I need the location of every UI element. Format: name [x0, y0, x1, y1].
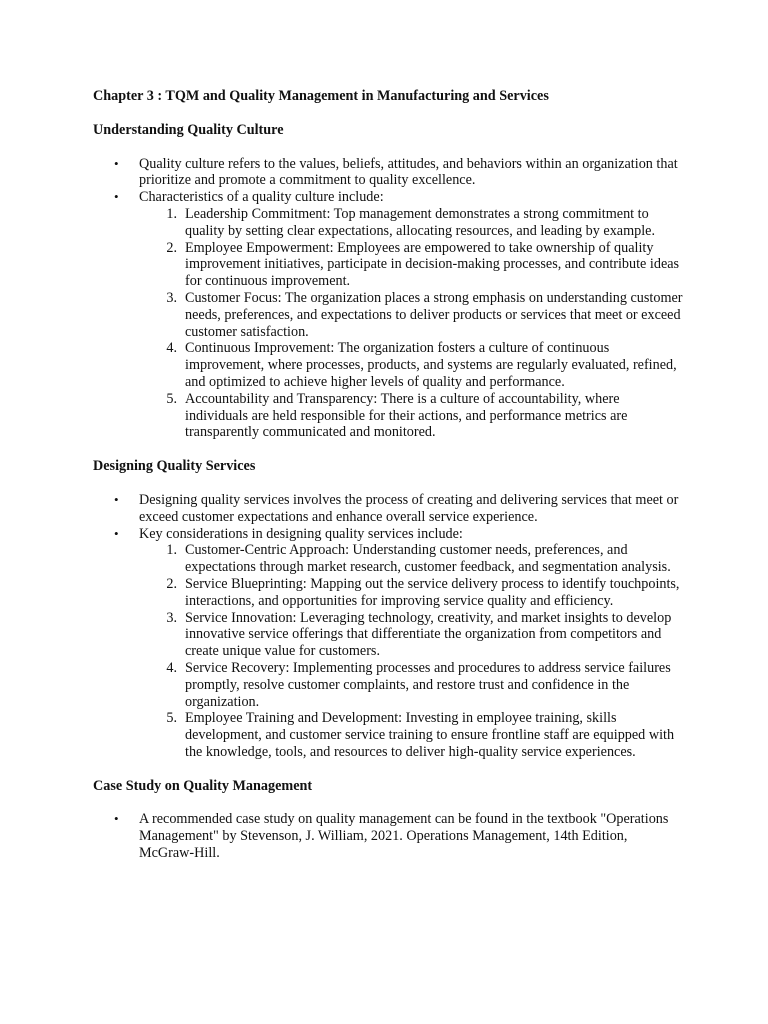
numbered-item-text: Accountability and Transparency: There is a culture of accountability, where individuals are held responsible for their actions, and performance metrics are transparently communicated and monitored. — [185, 390, 628, 441]
item-number: 4. — [166, 659, 177, 676]
numbered-item — [139, 240, 683, 290]
numbered-item-text: Service Blueprinting: Mapping out the service delivery process to identify touchpoints, interactions, and opportunities for improving service quality and efficiency. — [185, 575, 680, 609]
bullet-text: A recommended case study on quality management can be found in the textbook "Operations Management" by Stevenson, J. William, 2021. Operations Management, 14th Edition, McGraw-Hill. — [139, 811, 669, 862]
numbered-item — [139, 660, 683, 710]
numbered-list — [139, 206, 683, 441]
bullet-text: Characteristics of a quality culture include: — [139, 189, 384, 206]
numbered-item-text: Service Recovery: Implementing processes and procedures to address service failures promptly, resolve customer complaints, and restore trust and confidence in the organization. — [185, 659, 671, 710]
bullet-item — [93, 526, 683, 543]
nested-list-container — [93, 542, 683, 760]
numbered-item — [139, 206, 683, 240]
section — [93, 122, 683, 441]
bullet-item — [93, 189, 683, 206]
bullet-list — [93, 811, 683, 861]
item-number: 5. — [166, 390, 177, 407]
chapter-title: Chapter 3 : TQM and Quality Management in Manufacturing and Services — [93, 88, 549, 104]
item-number: 2. — [166, 575, 177, 592]
section-heading: Understanding Quality Culture — [93, 121, 284, 138]
section-heading: Designing Quality Services — [93, 458, 256, 475]
numbered-item-text: Leadership Commitment: Top management demonstrates a strong commitment to quality by setting clear expectations, allocating resources, and leading by example. — [185, 205, 655, 239]
numbered-item-text: Customer Focus: The organization places a strong emphasis on understanding customer needs, preferences, and expectations to deliver products or services that meet or exceed customer satisfaction. — [185, 289, 683, 340]
section — [93, 458, 683, 761]
numbered-item — [139, 610, 683, 660]
item-number: 3. — [166, 289, 177, 306]
bullet-list — [93, 492, 683, 761]
numbered-item — [139, 710, 683, 760]
bullet-text: Key considerations in designing quality services include: — [139, 525, 463, 542]
nested-list-container — [93, 206, 683, 441]
bullet-icon: • — [114, 491, 119, 507]
numbered-list — [139, 542, 683, 760]
item-number: 1. — [166, 205, 177, 222]
bullet-text: Designing quality services involves the process of creating and delivering services that meet or exceed customer expectations and enhance overall service experience. — [139, 491, 679, 525]
sections-container — [93, 122, 683, 862]
item-number: 3. — [166, 609, 177, 626]
document-page — [93, 88, 683, 879]
item-number: 5. — [166, 710, 177, 727]
bullet-icon: • — [114, 525, 119, 541]
numbered-item-text: Customer-Centric Approach: Understanding customer needs, preferences, and expectations through market research, customer feedback, and segmentation analysis. — [185, 542, 671, 576]
bullet-icon: • — [114, 189, 119, 205]
bullet-item — [93, 811, 683, 861]
bullet-icon: • — [114, 811, 119, 827]
numbered-item — [139, 340, 683, 390]
bullet-icon: • — [114, 155, 119, 171]
item-number: 2. — [166, 239, 177, 256]
numbered-item — [139, 391, 683, 441]
section-heading: Case Study on Quality Management — [93, 777, 313, 794]
section — [93, 778, 683, 862]
numbered-item — [139, 542, 683, 576]
numbered-item-text: Employee Empowerment: Employees are empowered to take ownership of quality improvement initiatives, participate in decision-making processes, and contribute ideas for continuous improvement. — [185, 239, 680, 290]
numbered-item-text: Continuous Improvement: The organization fosters a culture of continuous improvement, where processes, products, and systems are regularly evaluated, refined, and optimized to achieve higher levels of quality and performance. — [185, 340, 677, 390]
bullet-text: Quality culture refers to the values, beliefs, attitudes, and behaviors within an organization that prioritize and promote a commitment to quality excellence. — [139, 155, 678, 189]
numbered-item — [139, 290, 683, 340]
numbered-item-text: Service Innovation: Leveraging technology, creativity, and market insights to develop innovative service offerings that differentiate the organization from competitors and create unique value for customers. — [185, 609, 672, 660]
numbered-item — [139, 576, 683, 610]
numbered-item-text: Employee Training and Development: Investing in employee training, skills development, and customer service training to ensure frontline staff are equipped with the knowledge, tools, and resources to deliver high-quality service experiences. — [185, 710, 675, 760]
item-number: 1. — [166, 542, 177, 559]
bullet-item — [93, 156, 683, 190]
bullet-item — [93, 492, 683, 526]
item-number: 4. — [166, 340, 177, 357]
bullet-list — [93, 156, 683, 442]
